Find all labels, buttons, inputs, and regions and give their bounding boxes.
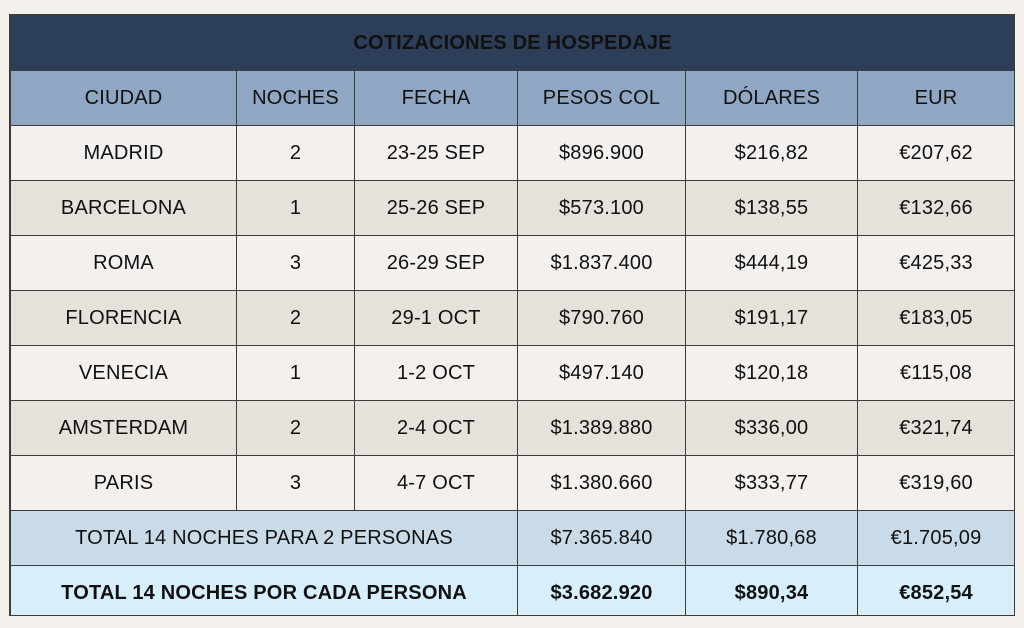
table-row [11, 291, 1015, 346]
table-header-row [11, 71, 1015, 126]
cell-city: FLORENCIA [11, 291, 237, 346]
table-row [11, 181, 1015, 236]
total-each-label: TOTAL 14 NOCHES POR CADA PERSONA [11, 566, 518, 617]
total-two-eur: €1.705,09 [858, 511, 1015, 566]
cell-dates: 1-2 OCT [355, 346, 518, 401]
quotes-table-frame [9, 14, 1015, 616]
cell-dollars: $191,17 [686, 291, 858, 346]
cell-nights: 2 [237, 401, 355, 456]
cell-eur: €207,62 [858, 126, 1015, 181]
table-row [11, 126, 1015, 181]
cell-dates: 23-25 SEP [355, 126, 518, 181]
cell-eur: €425,33 [858, 236, 1015, 291]
cell-dollars: $216,82 [686, 126, 858, 181]
cell-nights: 3 [237, 236, 355, 291]
cell-eur: €183,05 [858, 291, 1015, 346]
cell-dates: 26-29 SEP [355, 236, 518, 291]
cell-dates: 2-4 OCT [355, 401, 518, 456]
total-each-dollars: $890,34 [686, 566, 858, 617]
cell-dates: 25-26 SEP [355, 181, 518, 236]
cell-city: ROMA [11, 236, 237, 291]
table-row [11, 346, 1015, 401]
cell-eur: €132,66 [858, 181, 1015, 236]
total-two-persons-row [11, 511, 1015, 566]
cell-pesos: $896.900 [518, 126, 686, 181]
column-header-eur: EUR [858, 71, 1015, 126]
cell-dollars: $138,55 [686, 181, 858, 236]
cell-nights: 1 [237, 346, 355, 401]
column-header-dolares: DÓLARES [686, 71, 858, 126]
cell-pesos: $1.837.400 [518, 236, 686, 291]
cell-city: BARCELONA [11, 181, 237, 236]
cell-dollars: $336,00 [686, 401, 858, 456]
column-header-pesos: PESOS COL [518, 71, 686, 126]
cell-city: MADRID [11, 126, 237, 181]
total-two-label: TOTAL 14 NOCHES PARA 2 PERSONAS [11, 511, 518, 566]
cell-nights: 3 [237, 456, 355, 511]
cell-nights: 2 [237, 291, 355, 346]
table-row [11, 401, 1015, 456]
lodging-quotes-table [10, 15, 1015, 616]
table-title-row [11, 16, 1015, 71]
cell-city: VENECIA [11, 346, 237, 401]
cell-dollars: $120,18 [686, 346, 858, 401]
cell-dates: 29-1 OCT [355, 291, 518, 346]
cell-dollars: $333,77 [686, 456, 858, 511]
cell-pesos: $1.380.660 [518, 456, 686, 511]
cell-city: PARIS [11, 456, 237, 511]
total-each-eur: €852,54 [858, 566, 1015, 617]
cell-pesos: $1.389.880 [518, 401, 686, 456]
cell-dollars: $444,19 [686, 236, 858, 291]
total-two-pesos: $7.365.840 [518, 511, 686, 566]
total-per-person-row [11, 566, 1015, 617]
cell-nights: 2 [237, 126, 355, 181]
cell-pesos: $790.760 [518, 291, 686, 346]
cell-pesos: $573.100 [518, 181, 686, 236]
cell-eur: €319,60 [858, 456, 1015, 511]
cell-eur: €321,74 [858, 401, 1015, 456]
cell-city: AMSTERDAM [11, 401, 237, 456]
column-header-noches: NOCHES [237, 71, 355, 126]
table-row [11, 236, 1015, 291]
cell-dates: 4-7 OCT [355, 456, 518, 511]
cell-nights: 1 [237, 181, 355, 236]
column-header-ciudad: CIUDAD [11, 71, 237, 126]
total-two-dollars: $1.780,68 [686, 511, 858, 566]
column-header-fecha: FECHA [355, 71, 518, 126]
cell-pesos: $497.140 [518, 346, 686, 401]
cell-eur: €115,08 [858, 346, 1015, 401]
table-row [11, 456, 1015, 511]
total-each-pesos: $3.682.920 [518, 566, 686, 617]
table-title: COTIZACIONES DE HOSPEDAJE [11, 16, 1015, 71]
